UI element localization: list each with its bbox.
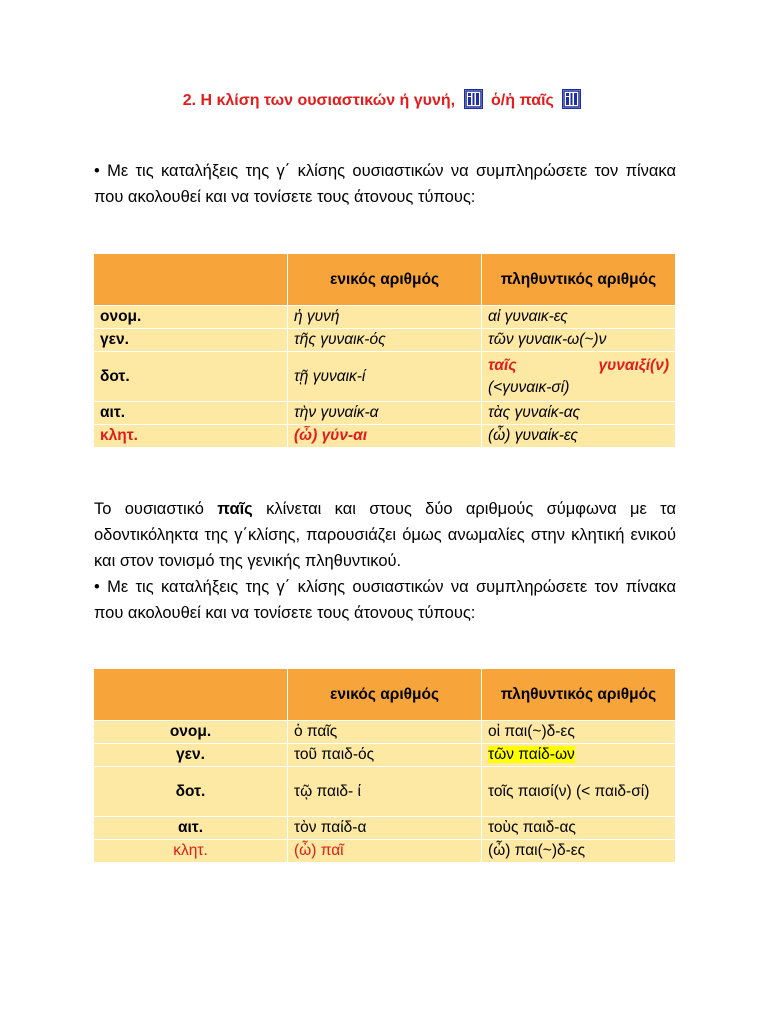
heading-nouns: ὁ/ἡ παῖς [491, 92, 554, 109]
table-row [94, 425, 676, 448]
plural-form: τοὺς παιδ-ας [482, 817, 676, 840]
singular-form: (ὦ) παῖ [288, 840, 482, 863]
case-label: ονομ. [94, 306, 288, 329]
plural-form-article: ταῖς [488, 356, 517, 374]
table-header-row [94, 669, 676, 721]
header-plural: πληθυντικός αριθμός [482, 669, 676, 721]
plural-form: αἱ γυναικ-ες [482, 306, 676, 329]
plural-form-noun: γυναιξί(ν) [598, 356, 669, 374]
table-row [94, 767, 676, 817]
header-singular: ενικός αριθμός [288, 669, 482, 721]
singular-form: ὁ παῖς [288, 721, 482, 744]
plural-form [482, 352, 676, 402]
singular-form: τοῦ παιδ-ός [288, 744, 482, 767]
table-row [94, 744, 676, 767]
book-icon[interactable] [562, 89, 581, 109]
plural-form: (ὦ) παι(~)δ-ες [482, 840, 676, 863]
singular-form: (ὦ) γύν-αι [288, 425, 482, 448]
case-label: δοτ. [94, 352, 288, 402]
plural-form: (ὦ) γυναίκ-ες [482, 425, 676, 448]
singular-form: τῷ παιδ- ί [288, 767, 482, 817]
table-row [94, 352, 676, 402]
section-heading [0, 86, 768, 116]
case-label: κλητ. [94, 840, 288, 863]
explanation-paragraph [94, 496, 676, 626]
plural-form: τοῖς παισί(ν) (< παιδ-σί) [482, 767, 676, 817]
plural-form-origin: (<γυναικ-σί) [488, 378, 570, 396]
table-row [94, 721, 676, 744]
highlighted-form: τῶν παίδ-ων [488, 746, 575, 763]
singular-form: ἡ γυνή [288, 306, 482, 329]
table-row [94, 840, 676, 863]
case-label: δοτ. [94, 767, 288, 817]
instruction-paragraph-1 [94, 158, 676, 210]
table-row [94, 402, 676, 425]
explanation-text-start: Το ουσιαστικό [94, 500, 218, 518]
table-row [94, 329, 676, 352]
case-label: κλητ. [94, 425, 288, 448]
plural-form: τὰς γυναίκ-ας [482, 402, 676, 425]
plural-form [482, 744, 676, 767]
heading-text: 2. Η κλίση των ουσιαστικών ή γυνή, [182, 92, 456, 109]
table-header-row [94, 254, 676, 306]
singular-form: τὴν γυναίκ-α [288, 402, 482, 425]
table-row [94, 817, 676, 840]
case-label: ονομ. [94, 721, 288, 744]
table-row [94, 306, 676, 329]
singular-form: τὸν παίδ-α [288, 817, 482, 840]
explanation-text-end: κλίνεται και στους δύο αριθμούς σύμφωνα με τα οδοντικόληκτα της γ΄κλίσης, παρουσιάζει όμως ανωμαλίες στην κλητική ενικού και στον τονισμό της γενικής πληθυντικού. [94, 500, 677, 570]
book-icon[interactable] [464, 89, 483, 109]
declension-table-pais [93, 668, 676, 863]
explanation-bold-word: παῖς [217, 500, 253, 518]
case-label: αιτ. [94, 817, 288, 840]
declension-table-gyne [93, 253, 676, 448]
plural-form: τῶν γυναικ-ω(~)ν [482, 329, 676, 352]
singular-form: τῆς γυναικ-ός [288, 329, 482, 352]
header-empty [94, 669, 288, 721]
singular-form: τῇ γυναικ-ί [288, 352, 482, 402]
case-label: γεν. [94, 329, 288, 352]
instruction-text: • Με τις καταλήξεις της γ΄ κλίσης ουσιαστικών να συμπληρώσετε τον πίνακα που ακολουθεί και να τονίσετε τους άτονους τύπους: [94, 578, 676, 622]
header-plural: πληθυντικός αριθμός [482, 254, 676, 306]
header-singular: ενικός αριθμός [288, 254, 482, 306]
plural-form: οἱ παι(~)δ-ες [482, 721, 676, 744]
header-empty [94, 254, 288, 306]
case-label: αιτ. [94, 402, 288, 425]
case-label: γεν. [94, 744, 288, 767]
instruction-text: • Με τις καταλήξεις της γ΄ κλίσης ουσιαστικών να συμπληρώσετε τον πίνακα που ακολουθεί και να τονίσετε τους άτονους τύπους: [94, 162, 676, 206]
